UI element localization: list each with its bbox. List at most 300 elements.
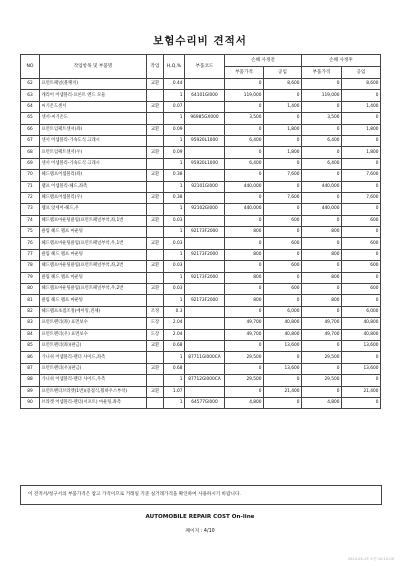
cell-after-labor: 600 bbox=[342, 215, 381, 226]
cell-no: 87 bbox=[21, 363, 40, 374]
cell-item: 헤드램프마운팅클립(프런트패널부착,우,2번 bbox=[40, 284, 147, 295]
cell-work bbox=[147, 397, 164, 408]
cell-code bbox=[185, 192, 225, 203]
cell-item: 헤드램프어셈블리(좌) bbox=[40, 170, 147, 181]
table-row bbox=[21, 192, 381, 203]
table-row bbox=[21, 101, 381, 112]
cell-hq: 0.03 bbox=[164, 215, 185, 226]
header-work: 작업 bbox=[147, 55, 164, 79]
cell-no: 69 bbox=[21, 158, 40, 169]
table-row bbox=[21, 79, 381, 90]
cell-before-labor: 0 bbox=[264, 90, 302, 101]
cell-no: 88 bbox=[21, 375, 40, 386]
cell-item: 센서 어셈블리-가속도식 크래시 bbox=[40, 135, 147, 146]
cell-work: 교환 bbox=[147, 340, 164, 351]
cell-code bbox=[185, 340, 225, 351]
cell-no: 67 bbox=[21, 135, 40, 146]
cell-before-labor: 0 bbox=[264, 397, 302, 408]
document-title: 보험수리비 견적서 bbox=[153, 35, 247, 47]
cell-after-part-price: 0 bbox=[302, 306, 342, 317]
cell-item: 프런트패널(블랭커) bbox=[40, 79, 147, 90]
cell-before-part-price: 800 bbox=[225, 227, 264, 238]
cell-after-part-price: 6,400 bbox=[302, 158, 342, 169]
cell-before-labor: 600 bbox=[264, 238, 302, 249]
cell-before-labor: 0 bbox=[264, 204, 302, 215]
cell-work: 교환 bbox=[147, 261, 164, 272]
cell-no: 78 bbox=[21, 261, 40, 272]
cell-no: 90 bbox=[21, 397, 40, 408]
cell-code bbox=[185, 386, 225, 397]
cell-hq: 1 bbox=[164, 249, 185, 260]
cell-after-part-price: 49,700 bbox=[302, 329, 342, 340]
table-row bbox=[21, 352, 381, 363]
cell-code: 87711GI000CA bbox=[185, 352, 225, 363]
header-after-part-price: 부품가격 bbox=[302, 67, 342, 79]
cell-item: 클립 헤드 램프 마운팅 bbox=[40, 227, 147, 238]
table-row bbox=[21, 284, 381, 295]
cell-after-labor: 0 bbox=[342, 352, 381, 363]
cell-hq: 2.04 bbox=[164, 329, 185, 340]
cell-work bbox=[147, 113, 164, 124]
cell-work bbox=[147, 272, 164, 283]
cell-before-labor: 40,800 bbox=[264, 329, 302, 340]
cell-code: 92173F2000 bbox=[185, 272, 225, 283]
cell-before-labor: 600 bbox=[264, 261, 302, 272]
cell-code bbox=[185, 124, 225, 135]
cell-before-part-price: 0 bbox=[225, 238, 264, 249]
cell-work bbox=[147, 227, 164, 238]
table-header bbox=[21, 55, 381, 79]
cell-item: 프런트펜더브라켓(1번)(용접식,휠하우스부착) bbox=[40, 386, 147, 397]
cell-after-part-price: 0 bbox=[302, 238, 342, 249]
cell-item: 가니쉬 어셈블리-펜더 사이드,우측 bbox=[40, 375, 147, 386]
cell-no: 84 bbox=[21, 329, 40, 340]
cell-after-labor: 0 bbox=[342, 181, 381, 192]
cell-before-part-price: 6,400 bbox=[225, 158, 264, 169]
cell-after-part-price: 800 bbox=[302, 227, 342, 238]
cell-no: 80 bbox=[21, 284, 40, 295]
cell-after-labor: 0 bbox=[342, 135, 381, 146]
cell-before-labor: 13,600 bbox=[264, 340, 302, 351]
cell-work bbox=[147, 90, 164, 101]
table-row bbox=[21, 318, 381, 329]
cell-hq: 0.09 bbox=[164, 147, 185, 158]
cell-after-part-price: 4,800 bbox=[302, 397, 342, 408]
cell-item: 램프 어셈블리-헤드,좌측 bbox=[40, 181, 147, 192]
cell-no: 66 bbox=[21, 124, 40, 135]
table-row bbox=[21, 386, 381, 397]
page-number: 페이지 : 4/10 bbox=[185, 529, 215, 534]
cell-hq: 1 bbox=[164, 90, 185, 101]
cell-hq: 1 bbox=[164, 113, 185, 124]
cell-no: 81 bbox=[21, 295, 40, 306]
estimate-table bbox=[20, 54, 381, 409]
cell-code: 95920L1000 bbox=[185, 158, 225, 169]
cell-work: 교환 bbox=[147, 284, 164, 295]
cell-hq: 2.04 bbox=[164, 318, 185, 329]
cell-after-labor: 0 bbox=[342, 204, 381, 215]
cell-code: 64577GI000 bbox=[185, 397, 225, 408]
table-row bbox=[21, 181, 381, 192]
cell-after-labor: 600 bbox=[342, 284, 381, 295]
cell-no: 86 bbox=[21, 352, 40, 363]
cell-code: 92173F2000 bbox=[185, 227, 225, 238]
cell-item: 씨기온도센서 bbox=[40, 101, 147, 112]
cell-after-labor: 0 bbox=[342, 90, 381, 101]
table-row bbox=[21, 90, 381, 101]
cell-code bbox=[185, 318, 225, 329]
cell-before-part-price: 800 bbox=[225, 295, 264, 306]
cell-after-part-price: 0 bbox=[302, 192, 342, 203]
cell-after-part-price: 6,400 bbox=[302, 135, 342, 146]
cell-code: 92173F2000 bbox=[185, 295, 225, 306]
cell-before-labor: 8,600 bbox=[264, 79, 302, 90]
cell-after-labor: 600 bbox=[342, 238, 381, 249]
cell-no: 74 bbox=[21, 215, 40, 226]
table-row bbox=[21, 124, 381, 135]
cell-hq: 0.68 bbox=[164, 340, 185, 351]
cell-after-part-price: 440,000 bbox=[302, 181, 342, 192]
cell-no: 63 bbox=[21, 90, 40, 101]
cell-work bbox=[147, 352, 164, 363]
cell-after-part-price: 0 bbox=[302, 215, 342, 226]
cell-item: 램프 앗세이-헤드,우 bbox=[40, 204, 147, 215]
cell-work bbox=[147, 158, 164, 169]
cell-after-part-price: 0 bbox=[302, 79, 342, 90]
cell-before-part-price: 0 bbox=[225, 340, 264, 351]
cell-work: 교환 bbox=[147, 363, 164, 374]
header-item: 작업항목 및 부품명 bbox=[40, 55, 147, 79]
cell-code bbox=[185, 363, 225, 374]
cell-work: 교환 bbox=[147, 170, 164, 181]
cell-before-labor: 7,600 bbox=[264, 192, 302, 203]
table-row bbox=[21, 261, 381, 272]
cell-item: 센서-씨기온도 bbox=[40, 113, 147, 124]
cell-item: 캐리어 어셈블리-프론트 엔드 모듈 bbox=[40, 90, 147, 101]
cell-hq: 0.07 bbox=[164, 101, 185, 112]
cell-before-labor: 0 bbox=[264, 227, 302, 238]
table-row bbox=[21, 227, 381, 238]
cell-before-labor: 1,800 bbox=[264, 124, 302, 135]
cell-after-part-price: 0 bbox=[302, 386, 342, 397]
cell-code bbox=[185, 238, 225, 249]
cell-hq: 0.03 bbox=[164, 261, 185, 272]
cell-after-part-price: 800 bbox=[302, 249, 342, 260]
cell-no: 65 bbox=[21, 113, 40, 124]
price-notice: 이 견적서/청구서의 부품가격은 참고 가격이므로 거래일 기준 실거래가격을 확인하여 사용하시기 바랍니다. bbox=[20, 485, 382, 505]
cell-before-labor: 0 bbox=[264, 181, 302, 192]
header-after: 손해 사정후 bbox=[302, 55, 381, 67]
cell-before-labor: 21,400 bbox=[264, 386, 302, 397]
table-row bbox=[21, 329, 381, 340]
cell-code bbox=[185, 284, 225, 295]
cell-item: 클립 헤드 램프 마운팅 bbox=[40, 272, 147, 283]
cell-work: 조정 bbox=[147, 306, 164, 317]
cell-work bbox=[147, 135, 164, 146]
cell-no: 73 bbox=[21, 204, 40, 215]
table-row bbox=[21, 135, 381, 146]
cell-hq: 0.03 bbox=[164, 284, 185, 295]
cell-hq: 0.44 bbox=[164, 79, 185, 90]
table-row bbox=[21, 306, 381, 317]
table-row bbox=[21, 397, 381, 408]
cell-item: 클립 헤드 램프 마운팅 bbox=[40, 249, 147, 260]
cell-after-part-price: 800 bbox=[302, 295, 342, 306]
cell-before-labor: 1,800 bbox=[264, 147, 302, 158]
cell-after-part-price: 0 bbox=[302, 124, 342, 135]
cell-no: 77 bbox=[21, 249, 40, 260]
cell-after-part-price: 29,500 bbox=[302, 375, 342, 386]
cell-after-part-price: 0 bbox=[302, 340, 342, 351]
cell-after-labor: 0 bbox=[342, 375, 381, 386]
cell-before-labor: 40,800 bbox=[264, 318, 302, 329]
cell-work: 도장 bbox=[147, 318, 164, 329]
header-before: 손해 사정전 bbox=[225, 55, 302, 67]
cell-code: 64101GI000 bbox=[185, 90, 225, 101]
cell-item: 프런트펜더(좌)(판금) bbox=[40, 340, 147, 351]
cell-before-part-price: 440,000 bbox=[225, 204, 264, 215]
cell-after-labor: 0 bbox=[342, 113, 381, 124]
cell-after-labor: 0 bbox=[342, 397, 381, 408]
cell-hq: 0.68 bbox=[164, 363, 185, 374]
cell-before-part-price: 0 bbox=[225, 215, 264, 226]
table-row bbox=[21, 113, 381, 124]
cell-after-part-price: 0 bbox=[302, 261, 342, 272]
cell-after-part-price: 49,700 bbox=[302, 318, 342, 329]
cell-after-part-price: 3,500 bbox=[302, 113, 342, 124]
cell-code: 96985GX000 bbox=[185, 113, 225, 124]
cell-no: 62 bbox=[21, 79, 40, 90]
cell-before-labor: 13,600 bbox=[264, 363, 302, 374]
cell-item: 프런트펜더(우) 표면보수 bbox=[40, 329, 147, 340]
cell-after-labor: 40,800 bbox=[342, 318, 381, 329]
cell-hq: 1 bbox=[164, 375, 185, 386]
cell-after-part-price: 29,500 bbox=[302, 352, 342, 363]
header-hq: H,Q,% bbox=[164, 55, 185, 79]
cell-before-part-price: 0 bbox=[225, 192, 264, 203]
cell-after-part-price: 119,000 bbox=[302, 90, 342, 101]
cell-no: 79 bbox=[21, 272, 40, 283]
cell-no: 75 bbox=[21, 227, 40, 238]
cell-work: 교환 bbox=[147, 215, 164, 226]
cell-no: 64 bbox=[21, 101, 40, 112]
cell-no: 70 bbox=[21, 170, 40, 181]
cell-work: 교환 bbox=[147, 147, 164, 158]
cell-code bbox=[185, 306, 225, 317]
cell-before-part-price: 29,500 bbox=[225, 375, 264, 386]
cell-after-labor: 13,600 bbox=[342, 363, 381, 374]
cell-no: 72 bbox=[21, 192, 40, 203]
cell-after-labor: 8,600 bbox=[342, 79, 381, 90]
cell-hq: 0.38 bbox=[164, 192, 185, 203]
cell-no: 82 bbox=[21, 306, 40, 317]
cell-hq: 0.09 bbox=[164, 124, 185, 135]
header-no: NO bbox=[21, 55, 40, 79]
table-row bbox=[21, 340, 381, 351]
cell-no: 89 bbox=[21, 386, 40, 397]
cell-before-part-price: 49,700 bbox=[225, 318, 264, 329]
cell-after-part-price: 0 bbox=[302, 170, 342, 181]
table-row bbox=[21, 272, 381, 283]
cell-work bbox=[147, 295, 164, 306]
cell-after-labor: 600 bbox=[342, 261, 381, 272]
cell-before-part-price: 0 bbox=[225, 101, 264, 112]
cell-work: 교환 bbox=[147, 386, 164, 397]
cell-item: 헤드램프마운팅클립(프런트패널부착,좌,1번 bbox=[40, 215, 147, 226]
cell-before-labor: 0 bbox=[264, 249, 302, 260]
cell-hq: 1 bbox=[164, 158, 185, 169]
cell-before-labor: 0 bbox=[264, 113, 302, 124]
cell-before-labor: 6,000 bbox=[264, 306, 302, 317]
table-row bbox=[21, 158, 381, 169]
cell-no: 76 bbox=[21, 238, 40, 249]
cell-after-labor: 0 bbox=[342, 295, 381, 306]
cell-after-part-price: 0 bbox=[302, 147, 342, 158]
cell-after-part-price: 0 bbox=[302, 101, 342, 112]
cell-after-labor: 0 bbox=[342, 158, 381, 169]
cell-after-labor: 21,400 bbox=[342, 386, 381, 397]
cell-item: 프런트펜더(좌) 표면보수 bbox=[40, 318, 147, 329]
cell-before-labor: 600 bbox=[264, 284, 302, 295]
cell-item: 헤드램프마운팅클립(프런트패널부착,좌,2번 bbox=[40, 261, 147, 272]
cell-after-part-price: 800 bbox=[302, 272, 342, 283]
cell-before-labor: 1,400 bbox=[264, 101, 302, 112]
cell-item: 클립 헤드 램프 마운팅 bbox=[40, 295, 147, 306]
cell-before-labor: 0 bbox=[264, 272, 302, 283]
cell-after-labor: 1,800 bbox=[342, 124, 381, 135]
cell-code bbox=[185, 170, 225, 181]
cell-hq: 1 bbox=[164, 204, 185, 215]
cell-before-part-price: 440,000 bbox=[225, 181, 264, 192]
cell-after-part-price: 440,000 bbox=[302, 204, 342, 215]
table-body bbox=[21, 79, 381, 409]
cell-before-part-price: 0 bbox=[225, 170, 264, 181]
table-row bbox=[21, 147, 381, 158]
cell-work: 교환 bbox=[147, 79, 164, 90]
cell-code bbox=[185, 147, 225, 158]
cell-work bbox=[147, 375, 164, 386]
cell-work bbox=[147, 181, 164, 192]
cell-before-labor: 0 bbox=[264, 295, 302, 306]
cell-work: 교환 bbox=[147, 192, 164, 203]
cell-work bbox=[147, 204, 164, 215]
cell-after-labor: 7,600 bbox=[342, 170, 381, 181]
cell-after-labor: 7,600 bbox=[342, 192, 381, 203]
cell-item: 프런트임팩트센서(우) bbox=[40, 147, 147, 158]
cell-hq: 0.3 bbox=[164, 306, 185, 317]
cell-no: 85 bbox=[21, 340, 40, 351]
cell-after-labor: 40,800 bbox=[342, 329, 381, 340]
cell-item: 프런트펜더(우)(판금) bbox=[40, 363, 147, 374]
header-before-labor: 공임 bbox=[264, 67, 302, 79]
cell-after-part-price: 0 bbox=[302, 284, 342, 295]
cell-after-labor: 1,800 bbox=[342, 147, 381, 158]
cell-hq: 1.07 bbox=[164, 386, 185, 397]
cell-item: 헤드램프초점조정(에이밍,전체) bbox=[40, 306, 147, 317]
header-before-part-price: 부품가격 bbox=[225, 67, 264, 79]
cell-before-part-price: 29,500 bbox=[225, 352, 264, 363]
cell-no: 83 bbox=[21, 318, 40, 329]
table-row bbox=[21, 363, 381, 374]
cell-work: 교환 bbox=[147, 124, 164, 135]
cell-after-part-price: 0 bbox=[302, 363, 342, 374]
cell-code: 92101GI000 bbox=[185, 181, 225, 192]
cell-item: 프런트임팩트센서(좌) bbox=[40, 124, 147, 135]
table-row bbox=[21, 295, 381, 306]
cell-code: 95920L1000 bbox=[185, 135, 225, 146]
cell-before-part-price: 0 bbox=[225, 261, 264, 272]
header-code: 부품코드 bbox=[185, 55, 225, 79]
cell-code bbox=[185, 329, 225, 340]
cell-before-part-price: 0 bbox=[225, 306, 264, 317]
cell-code bbox=[185, 79, 225, 90]
footer-title: AUTOMOBILE REPAIR COST On-line bbox=[145, 514, 255, 520]
cell-before-labor: 600 bbox=[264, 215, 302, 226]
cell-before-part-price: 0 bbox=[225, 284, 264, 295]
cell-before-part-price: 0 bbox=[225, 386, 264, 397]
cell-code bbox=[185, 215, 225, 226]
cell-before-part-price: 0 bbox=[225, 79, 264, 90]
cell-code: 92173F2000 bbox=[185, 249, 225, 260]
cell-item: 브라켓 어셈블리-펜더(서포트) 마운팅,좌측 bbox=[40, 397, 147, 408]
cell-before-labor: 7,600 bbox=[264, 170, 302, 181]
cell-before-part-price: 4,800 bbox=[225, 397, 264, 408]
cell-after-labor: 6,000 bbox=[342, 306, 381, 317]
cell-item: 헤드램프어셈블리(우) bbox=[40, 192, 147, 203]
cell-before-part-price: 0 bbox=[225, 124, 264, 135]
cell-no: 68 bbox=[21, 147, 40, 158]
cell-item: 센서 어셈블리-가속도식 크래시 bbox=[40, 158, 147, 169]
cell-after-labor: 13,600 bbox=[342, 340, 381, 351]
cell-before-labor: 0 bbox=[264, 375, 302, 386]
cell-before-labor: 0 bbox=[264, 158, 302, 169]
cell-after-labor: 1,400 bbox=[342, 101, 381, 112]
cell-before-part-price: 6,400 bbox=[225, 135, 264, 146]
cell-code: 92102GI000 bbox=[185, 204, 225, 215]
cell-before-part-price: 800 bbox=[225, 249, 264, 260]
cell-item: 가니쉬 어셈블리-펜더 사이드,좌측 bbox=[40, 352, 147, 363]
header-after-labor: 공임 bbox=[342, 67, 381, 79]
cell-before-part-price: 800 bbox=[225, 272, 264, 283]
cell-hq: 0.38 bbox=[164, 170, 185, 181]
table-row bbox=[21, 375, 381, 386]
cell-item: 헤드램프마운팅클립(프런트패널부착,우,1번 bbox=[40, 238, 147, 249]
cell-hq: 1 bbox=[164, 181, 185, 192]
cell-hq: 1 bbox=[164, 272, 185, 283]
cell-hq: 1 bbox=[164, 135, 185, 146]
cell-hq: 1 bbox=[164, 397, 185, 408]
table-row bbox=[21, 170, 381, 181]
cell-no: 71 bbox=[21, 181, 40, 192]
cell-after-labor: 0 bbox=[342, 249, 381, 260]
cell-code: 87712GI000CA bbox=[185, 375, 225, 386]
cell-code bbox=[185, 261, 225, 272]
cell-code bbox=[185, 101, 225, 112]
cell-after-labor: 0 bbox=[342, 227, 381, 238]
cell-hq: 0.03 bbox=[164, 238, 185, 249]
cell-work: 교환 bbox=[147, 238, 164, 249]
cell-after-labor: 0 bbox=[342, 272, 381, 283]
cell-hq: 1 bbox=[164, 295, 185, 306]
cell-hq: 1 bbox=[164, 227, 185, 238]
cell-before-part-price: 0 bbox=[225, 147, 264, 158]
cell-before-part-price: 0 bbox=[225, 363, 264, 374]
print-timestamp: 2024-04-15 오전 10:12:00 bbox=[347, 557, 394, 561]
table-row bbox=[21, 249, 381, 260]
cell-work: 도장 bbox=[147, 329, 164, 340]
table-row bbox=[21, 215, 381, 226]
cell-before-part-price: 119,000 bbox=[225, 90, 264, 101]
